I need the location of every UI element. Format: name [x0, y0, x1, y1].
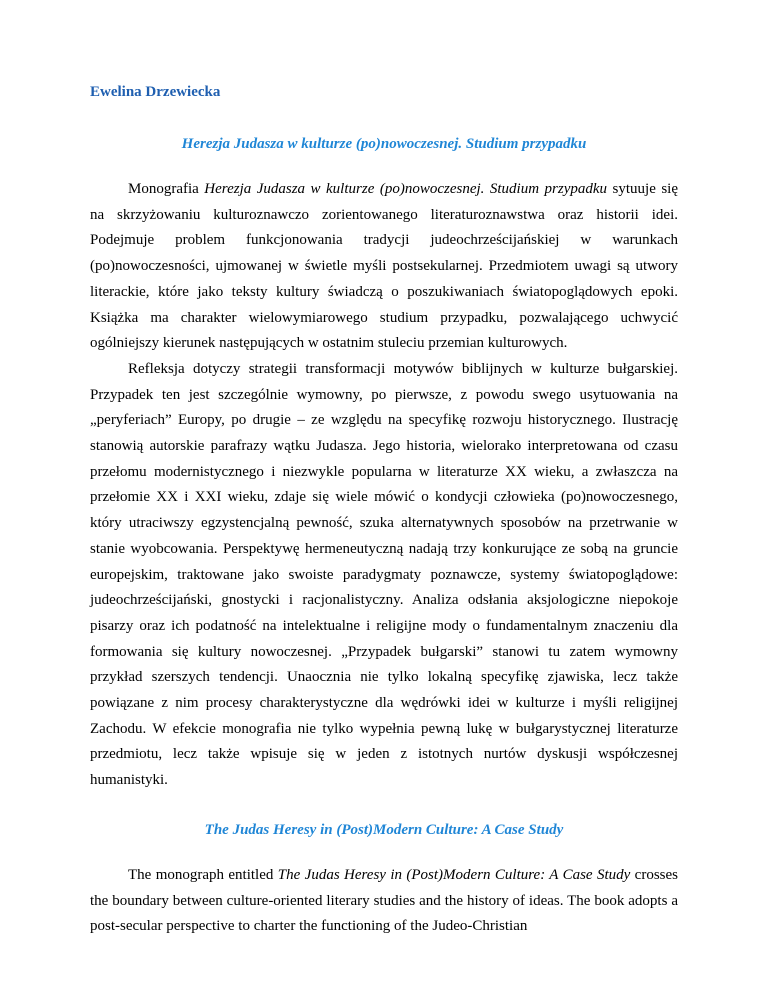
- paragraph-text: sytuuje się na skrzyżowaniu kulturoznawczo zorientowanego literaturoznawstwa oraz historii idei. Podejmuje problem funkcjonowania tradycji judeochrześcijańskiej w warunkach (po)nowoczesności, ujmowanej w świetle myśli postsekularnej. Przedmiotem uwagi są utwory literackie, które jako teksty kultury świadczą o poszukiwaniach światopoglądowych epoki. Książka ma charakter wielowymiarowego studium przypadku, pozwalającego uchwycić ogólniejszy kierunek następujących w ostatnim stuleciu przemian kulturowych.: [90, 181, 678, 352]
- book-title-italic: Herezja Judasza w kulturze (po)nowoczesnej. Studium przypadku: [204, 181, 608, 197]
- title-polish: Herezja Judasza w kulturze (po)nowoczesnej. Studium przypadku: [181, 136, 587, 152]
- abstract-polish: [90, 177, 678, 794]
- paragraph-lead: The monograph entitled: [128, 867, 278, 883]
- book-title-italic: The Judas Heresy in (Post)Modern Culture: A Case Study: [277, 867, 631, 883]
- abstract-english: [90, 863, 678, 940]
- paragraph-lead: Monografia: [128, 181, 205, 197]
- abstract-polish-paragraph-1: [90, 177, 678, 357]
- author-name: Ewelina Drzewiecka: [90, 84, 221, 100]
- abstract-english-paragraph-1: [90, 863, 678, 940]
- paragraph-text: crosses the boundary between culture-oriented literary studies and the history of ideas. The book adopts a post-secular perspective to charter the functioning of the Judeo-Christian: [90, 867, 678, 935]
- title-english: The Judas Heresy in (Post)Modern Culture: A Case Study: [204, 822, 564, 838]
- abstract-polish-paragraph-2: Refleksja dotyczy strategii transformacji motywów biblijnych w kulturze bułgarskiej. Przypadek ten jest szczególnie wymowny, po pierwsze, z powodu swego usytuowania na „peryferiach” Europy, po drugie – ze względu na specyfikę rozwoju historycznego. Ilustrację stanowią autorskie parafrazy wątku Judasza. Jego historia, wielorako interpretowana od czasu przełomu modernistycznego i niezwykle popularna w literaturze XX wieku, a zwłaszcza na przełomie XX i XXI wieku, zdaje się wiele mówić o kondycji człowieka (po)nowoczesnego, który utraciwszy egzystencjalną pewność, szuka alternatywnych sposobów na przetrwanie w stanie wyobcowania. Perspektywę hermeneutyczną nadają trzy konkurujące ze sobą na gruncie europejskim, traktowane jako swoiste paradygmaty poznawcze, systemy światopoglądowe: judeochrześcijański, gnostycki i racjonalistyczny. Analiza odsłania aksjologiczne niepokoje pisarzy oraz ich podatność na intelektualne i religijne mody o fundamentalnym znaczeniu dla formowania się kultury nowoczesnej. „Przypadek bułgarski” stanowi tu zatem wymowny przykład szerszych tendencji. Unaocznia nie tylko lokalną specyfikę zjawiska, lecz także powiązane z nim procesy charakterystyczne dla wędrówki idei w kulturze i myśli religijnej Zachodu. W efekcie monografia nie tylko wypełnia pewną lukę w bułgarystycznej literaturze przedmiotu, lecz także wpisuje się w jeden z istotnych nurtów dyskusji współczesnej humanistyki.: [90, 360, 678, 789]
